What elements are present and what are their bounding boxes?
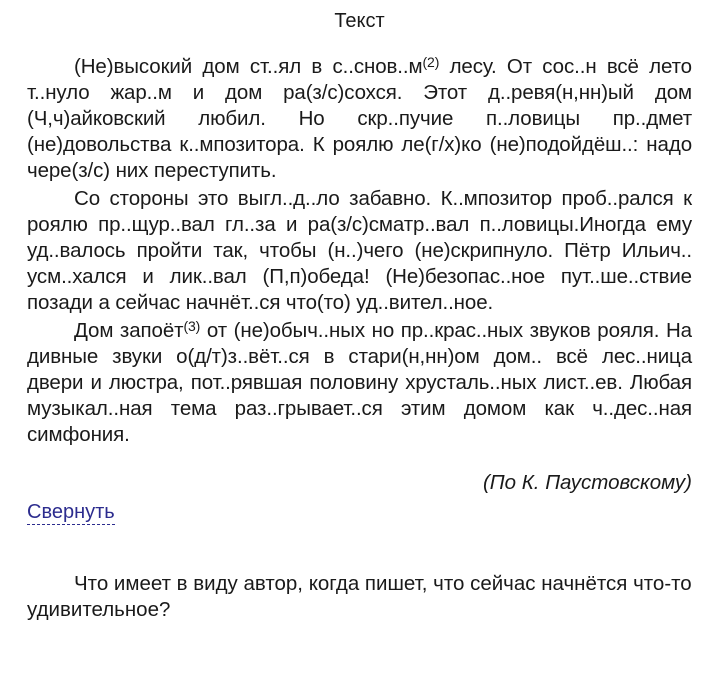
page-title: Текст	[334, 10, 385, 32]
paragraph-3-rest: от (не)обыч..ных но пр..крас..ных звуков рояля. На дивные звуки о(д/т)з..вёт..ся в стари(н,нн)ом дом.. всё лес..ница двери и люстра, пот..рявшая половину хрусталь..ных лист..ев. Любая музыкал..ная тема раз..грывает..ся этим домом как ч..дес..ная симфония.	[27, 319, 692, 446]
footnote-marker-2: (2)	[422, 54, 440, 70]
paragraph-1-start: (Не)высокий дом ст..ял в с..снов..м	[74, 55, 423, 78]
paragraph-1-rest: лесу. От сос..н всё лето т..нуло жар..м и дом ра(з/с)сохся. Этот д..ревя(н,нн)ый дом (Ч,ч)айковский любил. Но скр..пучие п..ловицы пр..дмет (не)довольства к..мпозитора. К роялю ле(г/х)ко (не)подойдёш..: надо чере(з/с) них переступить.	[27, 55, 692, 182]
question-text: Что имеет в виду автор, когда пишет, что сейчас начнётся что-то удивительное?	[27, 572, 692, 621]
author-attribution: (По К. Паустовскому)	[482, 471, 692, 494]
paragraph-3-start: Дом запоёт	[74, 319, 184, 342]
text-body	[27, 54, 692, 448]
paragraph-1	[27, 54, 692, 184]
collapse-link[interactable]: Свернуть	[27, 501, 115, 523]
paragraph-3	[27, 318, 692, 448]
document-page	[27, 0, 692, 623]
footnote-marker-3: (3)	[183, 318, 201, 334]
paragraph-2: Со стороны это выгл..д..ло забавно. К..мпозитор проб..рался к роялю пр..щур..вал гл..за и ра(з/с)сматр..вал п..ловицы.Иногда ему уд..валось пройти так, чтобы (н..)чего (не)скрипнуло. Пётр Ильич.. усм..хался и лик..вал (П,п)обеда! (Не)безопас..ное пут..ше..ствие позади а сейчас начнёт..ся что(то) уд..вител..ное.	[27, 187, 692, 314]
